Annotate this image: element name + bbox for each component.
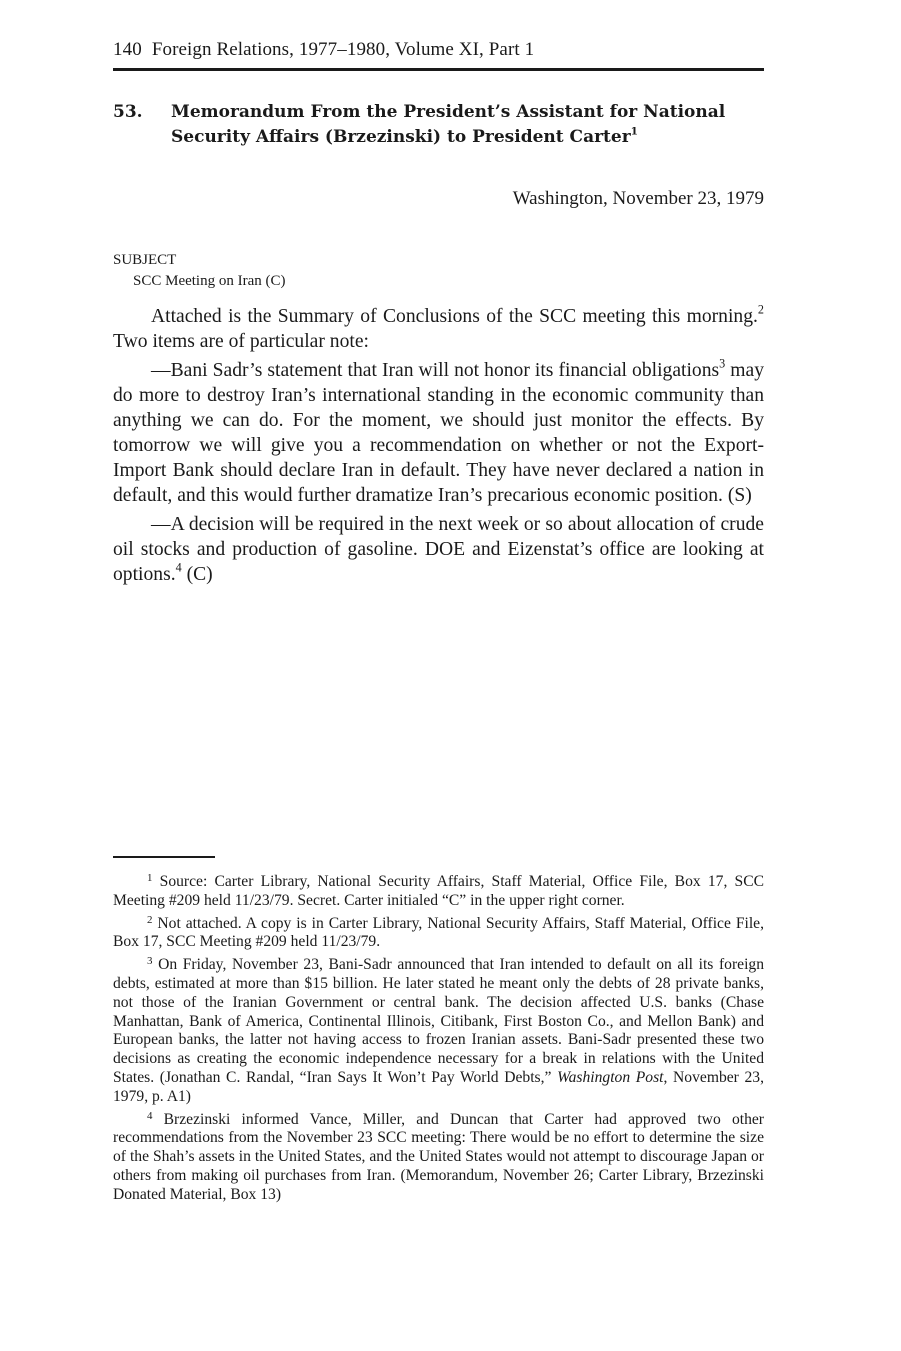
- footnote-2-mark: 2: [147, 913, 153, 926]
- body-paragraph-1: [113, 304, 764, 354]
- footnote-4: [113, 1111, 764, 1205]
- footnote-3-publication: Washington Post: [557, 1068, 664, 1086]
- footnote-2-text: Not attached. A copy is in Carter Library, National Security Affairs, Staff Material, Office File, Box 17, SCC Meeting #209 held 11/23/79.: [113, 914, 764, 951]
- footnote-ref-4[interactable]: 4: [175, 560, 182, 575]
- document-number: 53.: [113, 102, 143, 122]
- footnote-1-mark: 1: [147, 872, 153, 885]
- memo-body: [113, 304, 764, 591]
- footnote-1: [113, 873, 764, 911]
- footnote-ref-3[interactable]: 3: [719, 356, 726, 371]
- page-number: 140: [113, 39, 142, 60]
- body-paragraph-3-text-b: (C): [181, 564, 213, 585]
- subject-label: SUBJECT: [113, 252, 177, 268]
- document-title: [171, 100, 764, 150]
- footnote-rule: [113, 856, 215, 858]
- footnote-3: [113, 956, 764, 1106]
- footnote-ref-2[interactable]: 2: [757, 302, 764, 317]
- body-paragraph-2: [113, 358, 764, 508]
- body-paragraph-1-text-b: Two items are of particular note:: [113, 331, 369, 352]
- document-title-text: Memorandum From the President’s Assistant for National Security Affairs (Brzezinski) to President Carter: [171, 102, 726, 147]
- footnote-4-text: Brzezinski informed Vance, Miller, and Duncan that Carter had approved two other recommendations from the November 23 SCC meeting: There would be no effort to determine the size of the Shah’s assets in the United States, and the United States would not attempt to discourage Japan or others from making oil purchases from Iran. (Memorandum, November 26; Carter Library, Brzezinski Donated Material, Box 13): [113, 1110, 764, 1203]
- body-paragraph-3-text-a: —A decision will be required in the next week or so about allocation of crude oil stocks and production of gasoline. DOE and Eizenstat’s office are looking at options.: [113, 514, 764, 585]
- body-paragraph-2-text-b: may do more to destroy Iran’s international standing in the economic community than anything we can do. For the moment, we should just monitor the effects. By tomorrow we will give you a recommendation on whether or not the Export-Import Bank should declare Iran in default. They have never declared a nation in default, and this would further dramatize Iran’s precarious economic position. (S): [113, 360, 764, 506]
- footnotes: [113, 873, 764, 1209]
- footnote-2: [113, 915, 764, 953]
- document-heading: [113, 100, 764, 150]
- body-paragraph-2-text-a: —Bani Sadr’s statement that Iran will not honor its financial obligations: [151, 360, 720, 381]
- footnote-3-mark: 3: [147, 955, 153, 968]
- body-paragraph-3: [113, 512, 764, 587]
- footnote-4-mark: 4: [147, 1109, 153, 1122]
- footnote-ref-1[interactable]: 1: [630, 125, 638, 138]
- place-date: Washington, November 23, 1979: [512, 188, 764, 209]
- header-rule: [113, 68, 764, 71]
- footnote-3-text-a: On Friday, November 23, Bani-Sadr announced that Iran intended to default on all its foreign debts, estimated at more than $15 billion. He later stated he meant only the debts of 28 private banks, not those of the Iranian Government or central bank. The decision affected U.S. banks (Chase Manhattan, Bank of America, Continental Illinois, Citibank, First Boston Co., and Mellon Bank) and European banks, the latter not having access to frozen Iranian assets. Bani-Sadr presented these two decisions as creating the economic independence necessary for a break in relations with the United States. (Jonathan C. Randal, “Iran Says It Won’t Pay World Debts,”: [113, 956, 764, 1086]
- footnote-1-text: Source: Carter Library, National Security Affairs, Staff Material, Office File, Box 17, SCC Meeting #209 held 11/23/79. Secret. Carter initialed “C” in the upper right corner.: [113, 873, 764, 909]
- running-header: [113, 38, 764, 62]
- subject-text: SCC Meeting on Iran (C): [133, 273, 286, 289]
- body-paragraph-1-text-a: Attached is the Summary of Conclusions of the SCC meeting this morning.: [151, 306, 758, 327]
- publication-title: Foreign Relations, 1977–1980, Volume XI, Part 1: [151, 39, 535, 60]
- footnote-3-text-b: , November 23, 1979, p. A1): [113, 1068, 764, 1105]
